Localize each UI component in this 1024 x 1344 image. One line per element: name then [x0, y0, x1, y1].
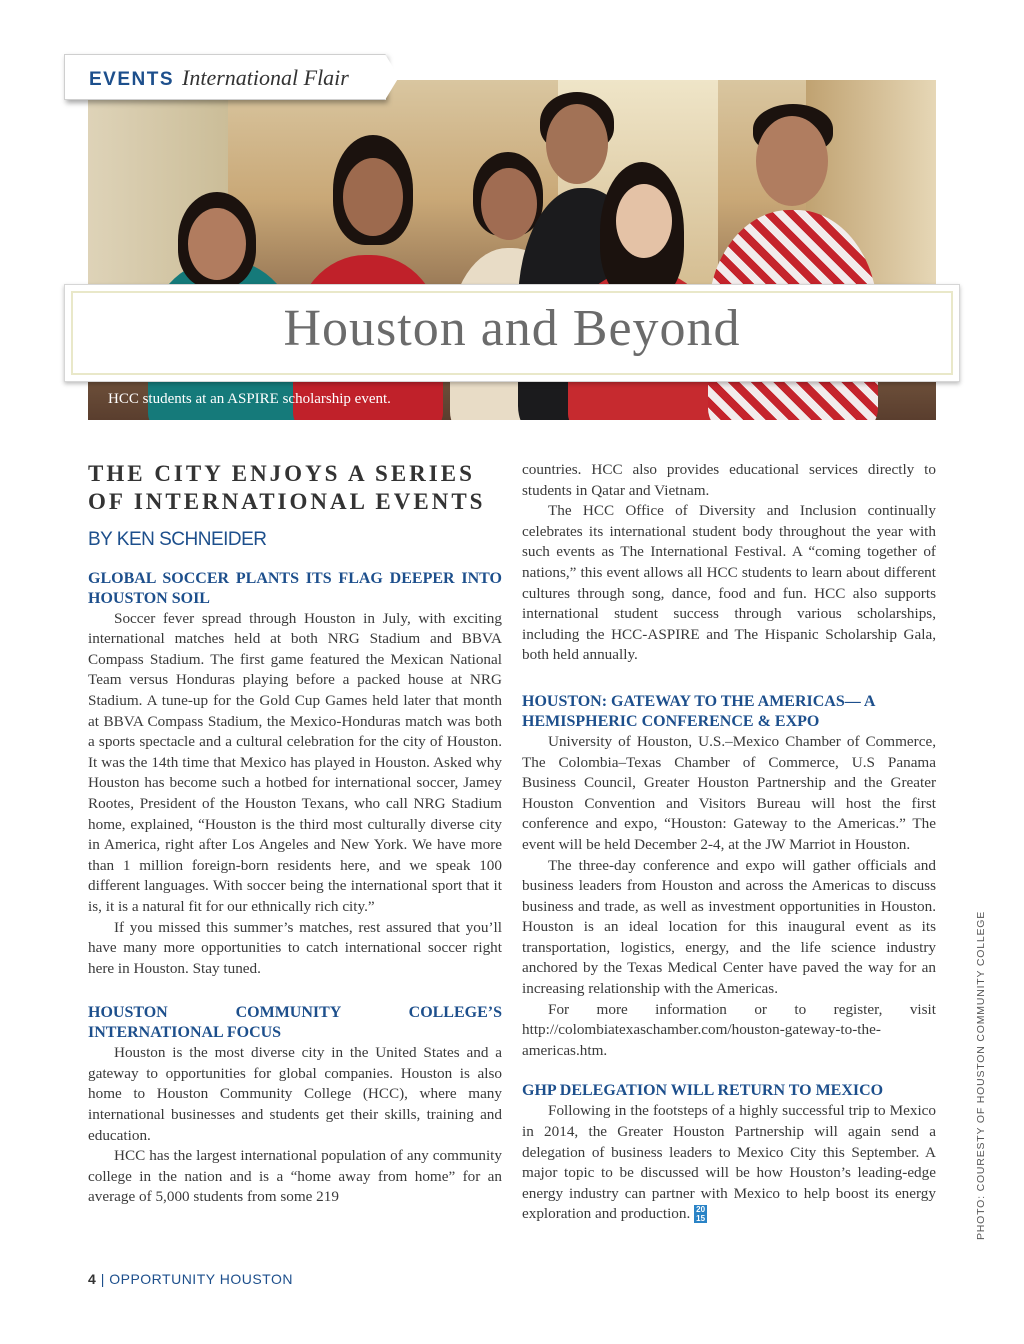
publication-name: OPPORTUNITY HOUSTON: [109, 1271, 293, 1287]
tab-arrow: [385, 54, 399, 100]
photo-person-5-face: [616, 184, 672, 258]
photo-person-2-face: [343, 158, 403, 236]
page-title: Houston and Beyond: [283, 300, 741, 357]
end-mark-icon: 20 15: [694, 1205, 707, 1223]
section-sublabel: International Flair: [182, 65, 349, 90]
photo-person-6-face: [756, 116, 828, 206]
photo-person-3-face: [481, 168, 537, 240]
photo-person-1-face: [188, 208, 246, 280]
body-paragraph: Houston is the most diverse city in the United States and a gateway to opportunities for global companies. Houston is also home to Houston Community College (HCC), where many international businesses and students get their skills, training and education.: [88, 1044, 502, 1144]
article-column-right: [522, 460, 936, 1225]
body-paragraph: HCC has the largest international population of any community college in the nation and is a “home away from home” for an average of 5,000 students from some 219: [88, 1147, 502, 1206]
title-banner: [64, 284, 960, 382]
photo-person-4-face: [546, 104, 608, 184]
section-heading-hcc: HOUSTON COMMUNITY COLLEGE’S INTERNATIONAL FOCUS: [88, 1004, 502, 1042]
article-byline: BY KEN SCHNEIDER: [88, 529, 267, 550]
body-paragraph: countries. HCC also provides educational services directly to students in Qatar and Vietnam.: [522, 461, 936, 499]
section-heading-ghp: GHP DELEGATION WILL RETURN TO MEXICO: [522, 1082, 884, 1100]
section-spacer: [88, 979, 502, 1003]
body-paragraph: Soccer fever spread through Houston in July, with exciting international matches held at both NRG Stadium and BBVA Compass Stadium. The first game featured the Mexican National Team versus Honduras playing before a packed house at NRG Stadium. A tune-up for the Gold Cup Games held later that month at BBVA Compass Stadium, the Mexico-Honduras match was both a sports spectacle and a cultural celebration for the city of Houston. It was the 14th time that Mexico has played in Houston. Asked why Houston has become such a hotbed for international soccer, Jamey Rootes, President of the Houston Texans, who call NRG Stadium home, explained, “Houston is the third most culturally diverse city in America, right after Los Angeles and New York. We have more than 1 million foreign-born residents here, and we speak 100 different languages. With soccer being the international sport that it is, it is a natural fit for our ethnically rich city.”: [88, 609, 502, 915]
article-column-left: [88, 460, 502, 1208]
photo-caption: HCC students at an ASPIRE scholarship event.: [108, 391, 391, 407]
body-paragraph-text: Following in the footsteps of a highly successful trip to Mexico in 2014, the Greater Houston Partnership will again send a delegation of business leaders to Mexico City this September. A major topic to be discussed will be how Houston’s leading-edge energy industry can partner with Mexico to help boost its energy exploration and production.: [522, 1102, 936, 1223]
body-paragraph: [522, 1101, 936, 1225]
article-kicker: THE CITY ENJOYS A SERIES OF INTERNATIONAL EVENTS: [88, 461, 486, 514]
body-paragraph: For more information or to register, visit http://colombiatexaschamber.com/houston-gateway-to-the-americas.htm.: [522, 1000, 936, 1059]
section-spacer: [522, 666, 936, 692]
footer-separator: |: [100, 1271, 105, 1287]
section-heading-gateway: HOUSTON: GATEWAY TO THE AMERICAS— A HEMISPHERIC CONFERENCE & EXPO: [522, 692, 875, 730]
photo-credit: PHOTO: COURESTY OF HOUSTON COMMUNITY COLLEGE: [975, 910, 987, 1240]
section-label: EVENTS: [89, 69, 175, 90]
body-paragraph: The three-day conference and expo will gather officials and business leaders from Houston and across the Americas to discuss business and trade, as well as investment opportunities in Houston. Houston is an ideal location for this inaugural event as its transportation, logistics, energy, and the life science industry anchored by the Texas Medical Center have paved the way for an increasing relationship with the Americas.: [522, 856, 936, 998]
page-number: 4: [88, 1271, 97, 1287]
body-paragraph: If you missed this summer’s matches, rest assured that you’ll have many more opportunities to catch international soccer right here in Houston. Stay tuned.: [88, 918, 502, 977]
page-footer: [88, 1271, 293, 1287]
body-paragraph: University of Houston, U.S.–Mexico Chamber of Commerce, The Colombia–Texas Chamber of Commerce, U.S Panama Business Council, Greater Houston Partnership and the Greater Houston Convention and Visitors Bureau will host the first conference and expo, “Houston: Gateway to the Americas.” The event will be held December 2-4, at the JW Marriot in Houston.: [522, 732, 936, 853]
section-spacer: [522, 1061, 936, 1081]
section-heading-soccer: GLOBAL SOCCER PLANTS ITS FLAG DEEPER INTO HOUSTON SOIL: [88, 569, 502, 607]
body-paragraph: The HCC Office of Diversity and Inclusion continually celebrates its international student body throughout the year with such events as The International Festival. A “coming together of nations,” this event allows all HCC students to learn about different cultures through song, dance, food and fun. HCC also supports international student success through various scholarships, including the HCC-ASPIRE and The Hispanic Scholarship Gala, both held annually.: [522, 502, 936, 664]
section-tab: [64, 54, 386, 100]
